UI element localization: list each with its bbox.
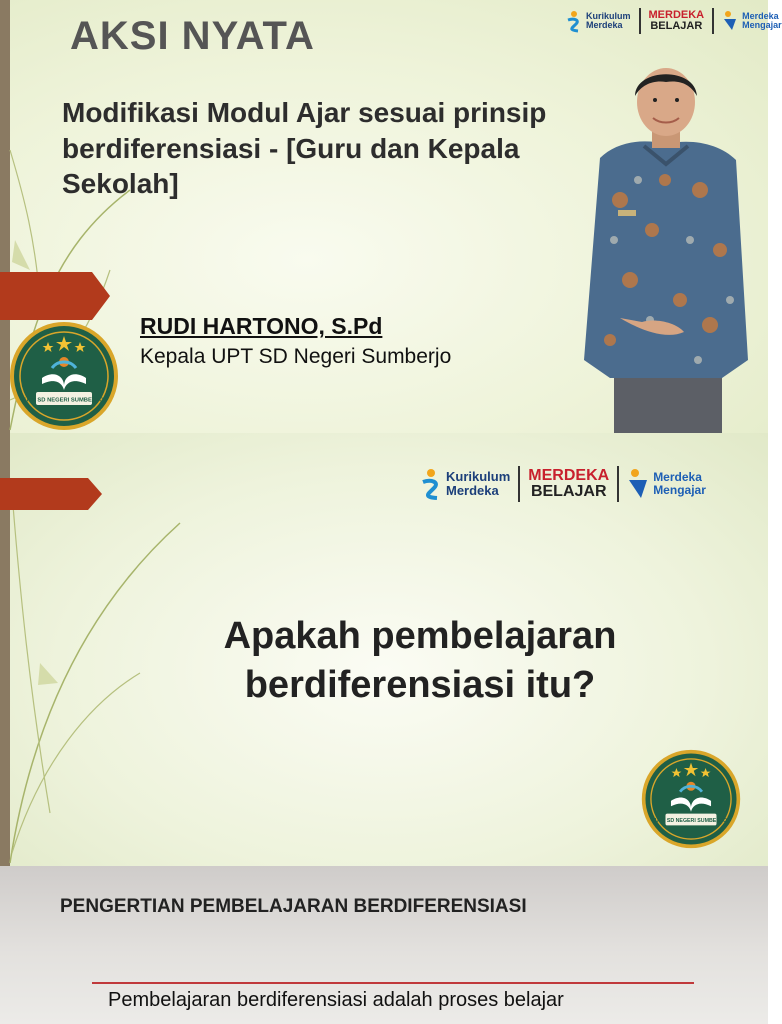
merdeka-belajar-logo	[649, 10, 705, 32]
school-emblem	[8, 320, 120, 432]
slide3-title: PENGERTIAN PEMBELAJARAN BERDIFERENSIASI	[60, 896, 527, 917]
emblem-text: UPT SD NEGERI SUMBERJO	[654, 818, 728, 825]
kurikulum-text-2: Merdeka	[586, 20, 623, 30]
merdeka-mengajar-logo	[722, 10, 782, 32]
logo-separator	[617, 466, 619, 502]
belajar-text: BELAJAR	[650, 20, 703, 32]
slide-aksi-nyata	[0, 0, 782, 433]
accent-arrow	[0, 272, 110, 320]
accent-arrow	[0, 478, 102, 510]
merdeka-belajar-logo	[528, 468, 609, 500]
merdeka-mengajar-icon	[627, 468, 649, 500]
mengajar-text-1: Merdeka	[742, 10, 779, 21]
presenter-role: Kepala UPT SD Negeri Sumberjo	[140, 345, 452, 368]
kurikulum-text-1: Kurikulum	[586, 10, 631, 21]
logo-separator	[639, 8, 641, 34]
kurikulum-merdeka-icon	[420, 468, 442, 500]
kurikulum-text-2: Merdeka	[446, 483, 499, 498]
partner-logos-top	[566, 8, 782, 34]
belajar-text: BELAJAR	[530, 483, 607, 500]
kurikulum-merdeka-logo	[420, 468, 510, 500]
slide-heading: AKSI NYATA	[70, 14, 315, 58]
kurikulum-text-1: Kurikulum	[446, 469, 511, 485]
mengajar-text-2: Mengajar	[653, 483, 706, 497]
merdeka-mengajar-logo	[627, 468, 706, 500]
slide3-body: Pembelajaran berdiferensiasi adalah proses belajar	[108, 989, 564, 1011]
kurikulum-merdeka-logo	[566, 10, 631, 32]
logo-separator	[518, 466, 520, 502]
slide-question-text: Apakah pembelajaran berdiferensiasi itu?	[223, 615, 617, 707]
mengajar-text-1: Merdeka	[653, 470, 702, 485]
school-emblem	[640, 748, 742, 850]
emblem-text: UPT SD NEGERI SUMBERJO	[24, 397, 104, 404]
presenter-photo	[580, 60, 752, 433]
title-divider	[92, 982, 694, 984]
kurikulum-merdeka-icon	[566, 10, 582, 32]
partner-logos	[420, 466, 706, 502]
slide-subtitle: Modifikasi Modul Ajar sesuai prinsip berdiferensiasi - [Guru dan Kepala Sekolah]	[62, 97, 547, 200]
merdeka-text: MERDEKA	[528, 467, 610, 484]
logo-separator	[712, 8, 714, 34]
presenter-name: RUDI HARTONO, S.Pd	[140, 313, 383, 339]
merdeka-mengajar-icon	[722, 10, 738, 32]
mengajar-text-2: Mengajar	[742, 20, 782, 30]
merdeka-text: MERDEKA	[648, 9, 705, 21]
